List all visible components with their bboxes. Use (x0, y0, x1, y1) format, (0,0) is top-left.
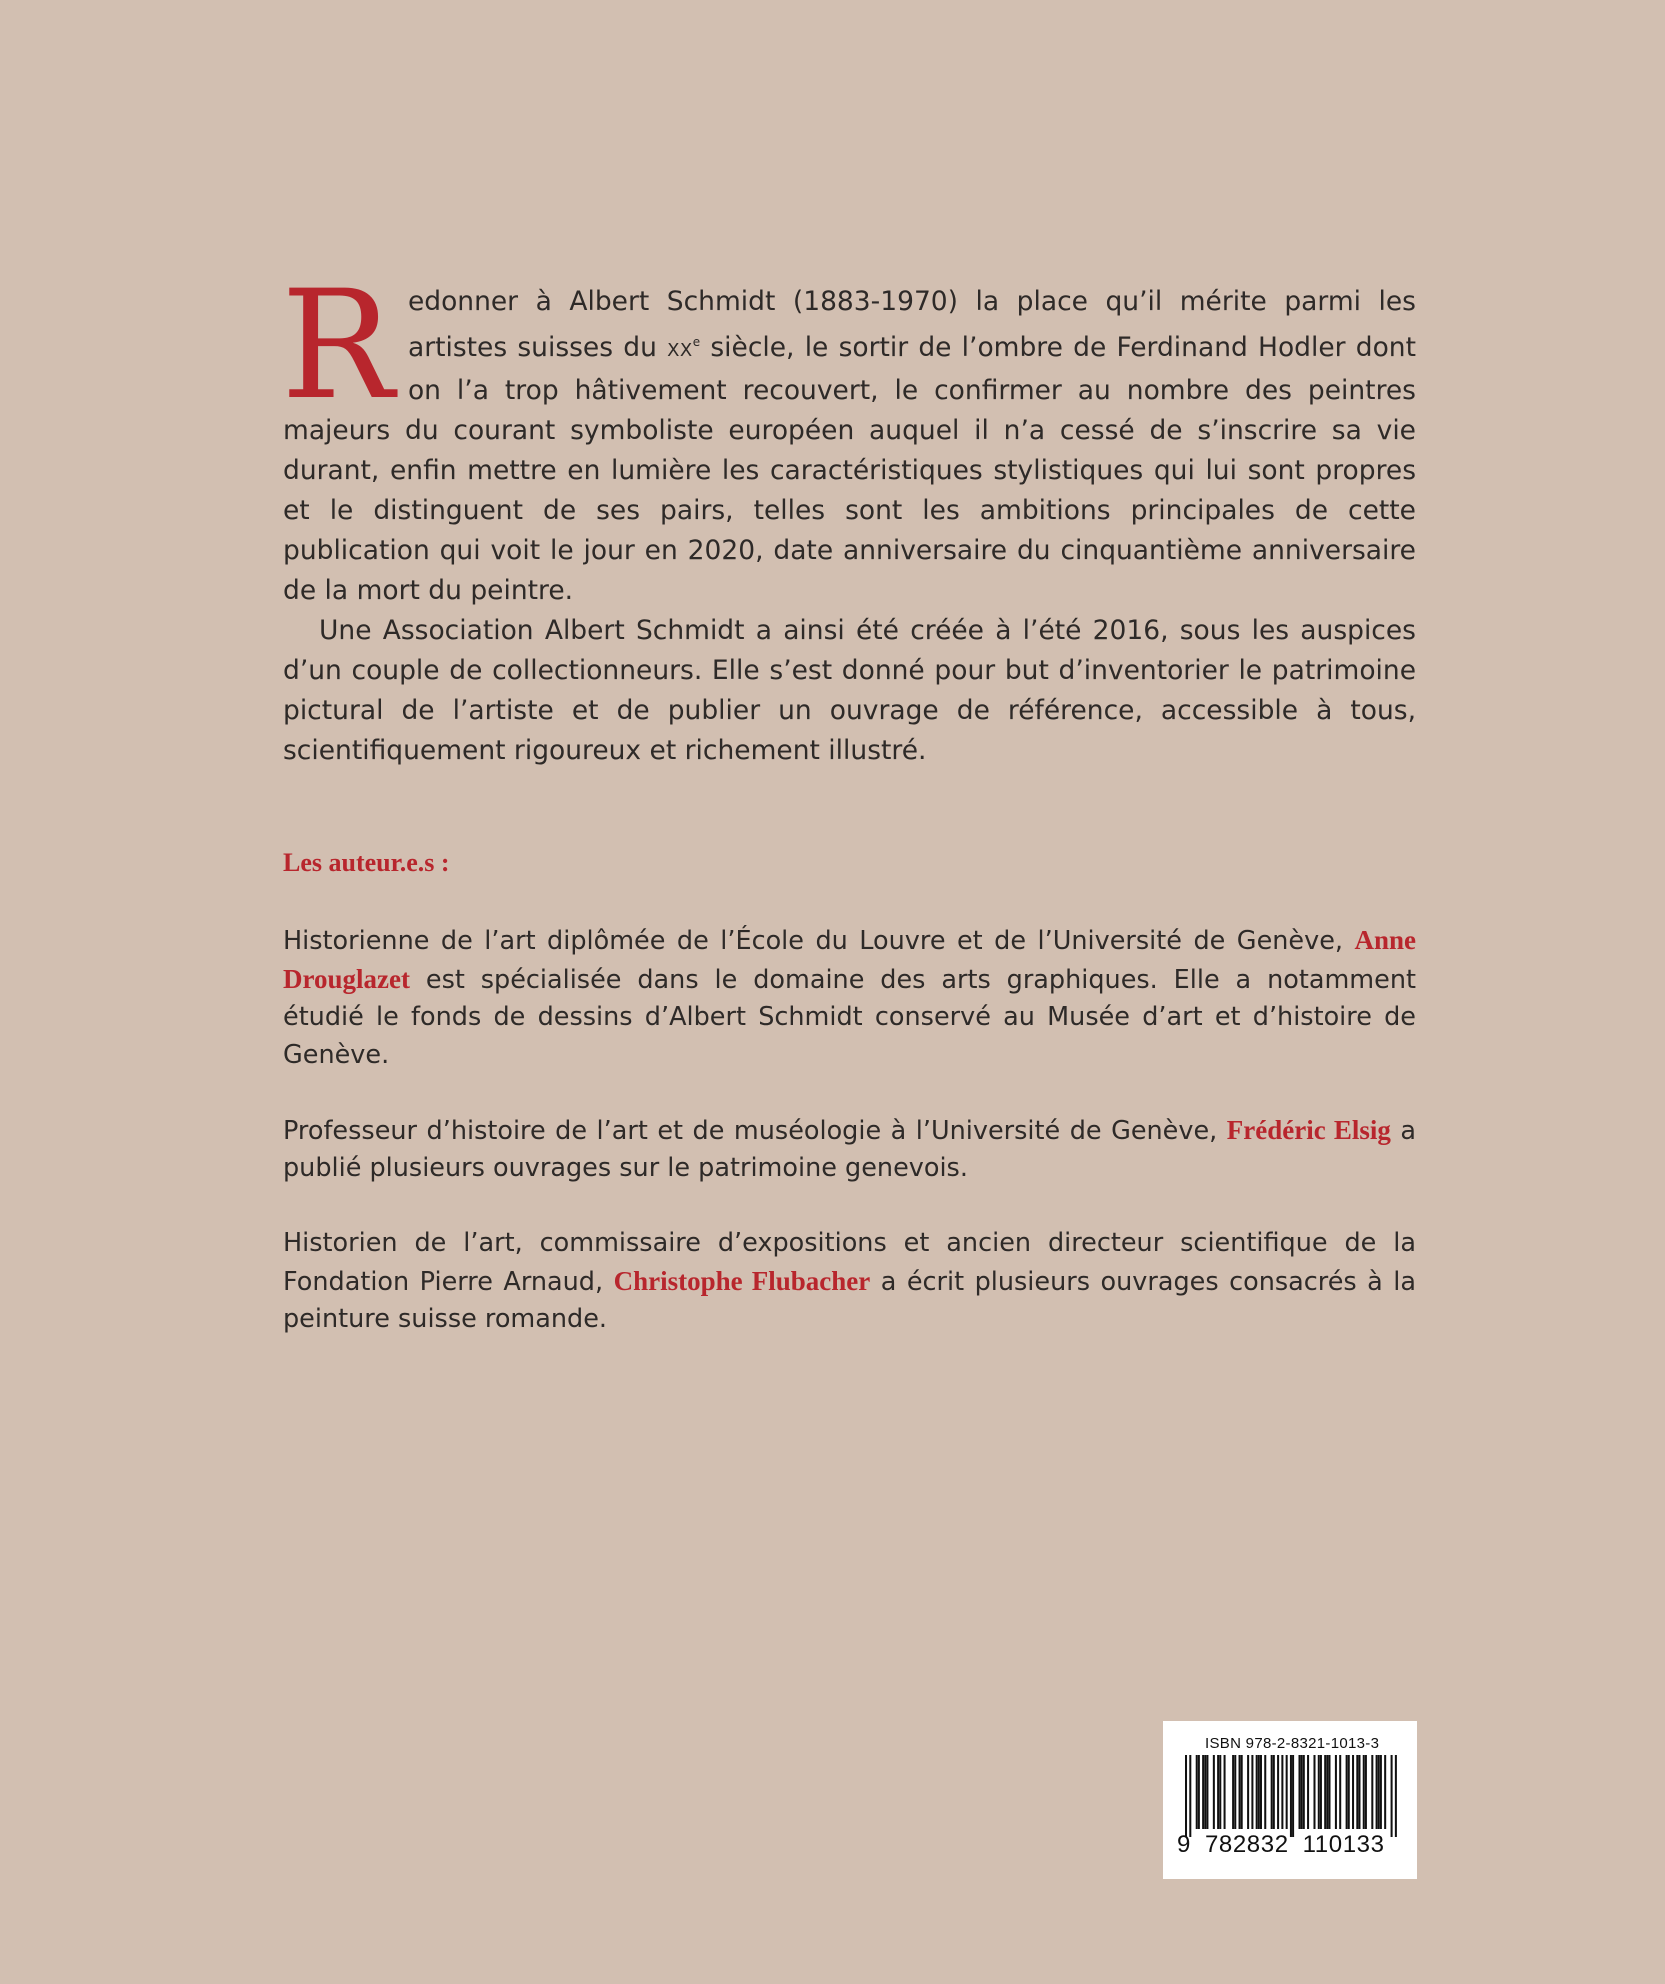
barcode-bar (1363, 1755, 1365, 1829)
barcode-bar (1290, 1755, 1292, 1837)
barcode-bar (1256, 1755, 1258, 1829)
barcode-bar (1298, 1755, 1300, 1829)
barcode-bar (1335, 1755, 1337, 1829)
bio-anne-drouglazet (283, 922, 1416, 1074)
bio-frederic-elsig (283, 1112, 1416, 1188)
barcode-digits (1177, 1831, 1385, 1859)
century-superscript: e (692, 335, 701, 349)
barcode-bar (1371, 1755, 1373, 1829)
barcode-bar (1346, 1755, 1348, 1829)
barcode-bar (1219, 1755, 1221, 1829)
barcode-first-digit: 9 (1177, 1831, 1191, 1858)
barcode-bar (1241, 1755, 1243, 1829)
barcode-bar (1352, 1755, 1354, 1829)
barcode-bar (1217, 1755, 1219, 1829)
barcode-bar (1185, 1755, 1187, 1837)
barcode-bar (1313, 1755, 1315, 1829)
intro-text (281, 259, 1416, 771)
barcode-bars (1185, 1755, 1397, 1837)
barcode-left-group: 782832 (1204, 1831, 1289, 1858)
barcode-bar (1328, 1755, 1330, 1829)
authors-heading: Les auteur.e.s : (283, 848, 450, 877)
barcode-bar (1198, 1755, 1200, 1829)
barcode-bar (1224, 1755, 1226, 1829)
barcode-bar (1365, 1755, 1367, 1829)
barcode-bar (1307, 1755, 1309, 1829)
barcode-bar (1234, 1755, 1236, 1829)
barcode-bar (1391, 1755, 1393, 1837)
bio3-after: a écrit plusieurs ouvrages consacrés à la peinture suisse romande. (283, 1266, 1416, 1334)
barcode-bar (1301, 1755, 1303, 1829)
barcode-bar (1258, 1755, 1260, 1829)
barcode-bar (1326, 1755, 1328, 1829)
barcode-bar (1324, 1755, 1326, 1829)
barcode-bar (1378, 1755, 1380, 1829)
drop-cap: R (281, 259, 394, 433)
intro-paragraph-2: Une Association Albert Schmidt a ainsi été créée à l’été 2016, sous les auspices d’un couple de collectionneurs. Elle s’est donné pour but d’inventorier le patrimoine pictural de l’artiste et de publier un ouvrage de référence, accessible à tous, scientifiquement rigoureux et richement illustré. (283, 614, 1416, 766)
barcode-bar (1204, 1755, 1206, 1829)
intro-p1-first: edonner à Albert Schmidt (1883-1970) la place qu’il mérite parmi les artistes suisses du (407, 286, 1416, 363)
barcode-bar (1303, 1755, 1305, 1829)
barcode-bar (1356, 1755, 1358, 1829)
intro-p1-rest: siècle, le sortir de l’ombre de Ferdinand Hodler dont on l’a trop hâtivement recouvert, le confirmer au nombre des peintres majeurs du courant symboliste européen auquel il n’a cessé de s’inscrire sa vie durant, enfin mettre en lumière les caractéristiques stylistiques qui lui sont propres et le distinguent de ses pairs, telles sont les ambitions principales de cette publication qui voit le jour en 2020, date anniversaire du cinquantième anniversaire de la mort du peintre. (283, 331, 1416, 606)
barcode-bar (1213, 1755, 1215, 1829)
barcode-bar (1376, 1755, 1378, 1829)
barcode-bar (1358, 1755, 1360, 1829)
bio1-after: est spécialisée dans le domaine des arts graphiques. Elle a notamment étudié le fonds de dessins d’Albert Schmidt conservé au Musée d’art et d’histoire de Genève. (283, 964, 1416, 1070)
barcode-bar (1286, 1755, 1288, 1829)
barcode-bar (1273, 1755, 1275, 1829)
barcode-bar (1281, 1755, 1283, 1829)
author-name-christophe-flubacher: Christophe Flubacher (613, 1265, 871, 1296)
bio3-before: Historien de l’art, commissaire d’expositions et ancien directeur scientifique de la Fondation Pierre Arnaud, (283, 1228, 1416, 1297)
barcode-bar (1292, 1755, 1294, 1837)
barcode-bar (1206, 1755, 1208, 1829)
intro-paragraph-1 (281, 259, 1416, 611)
barcode-bar (1320, 1755, 1322, 1829)
barcode-bar (1247, 1755, 1249, 1829)
barcode-bar (1395, 1755, 1397, 1837)
barcode-bar (1380, 1755, 1382, 1829)
bio1-before: Historienne de l’art diplômée de l’École du Louvre et de l’Université de Genève, (283, 926, 1355, 956)
barcode-bar (1264, 1755, 1266, 1829)
barcode-bar (1339, 1755, 1341, 1829)
barcode-bar (1318, 1755, 1320, 1829)
barcode-bar (1202, 1755, 1204, 1829)
isbn-label: ISBN 978-2-8321-1013-3 (1205, 1735, 1380, 1752)
barcode-bar (1189, 1755, 1191, 1837)
isbn-barcode (1163, 1721, 1417, 1879)
author-bios (283, 922, 1416, 1376)
barcode-bar (1348, 1755, 1350, 1829)
century-numeral: XX (667, 339, 693, 361)
barcode-bar (1384, 1755, 1386, 1829)
bio2-after: a publié plusieurs ouvrages sur le patrimoine genevois. (283, 1115, 1417, 1183)
author-name-frederic-elsig: Frédéric Elsig (1226, 1114, 1391, 1145)
bio-christophe-flubacher (283, 1225, 1416, 1339)
barcode-bar (1251, 1755, 1253, 1829)
barcode-bar (1277, 1755, 1279, 1829)
bio2-before: Professeur d’histoire de l’art et de muséologie à l’Université de Genève, (283, 1115, 1227, 1146)
barcode-bar (1239, 1755, 1241, 1829)
author-name-anne-drouglazet: Anne Drouglazet (283, 925, 1416, 994)
barcode-right-group: 110133 (1302, 1831, 1385, 1858)
barcode-bar (1260, 1755, 1262, 1829)
barcode-bar (1196, 1755, 1198, 1829)
barcode-bar (1271, 1755, 1273, 1829)
barcode-bar (1232, 1755, 1234, 1829)
